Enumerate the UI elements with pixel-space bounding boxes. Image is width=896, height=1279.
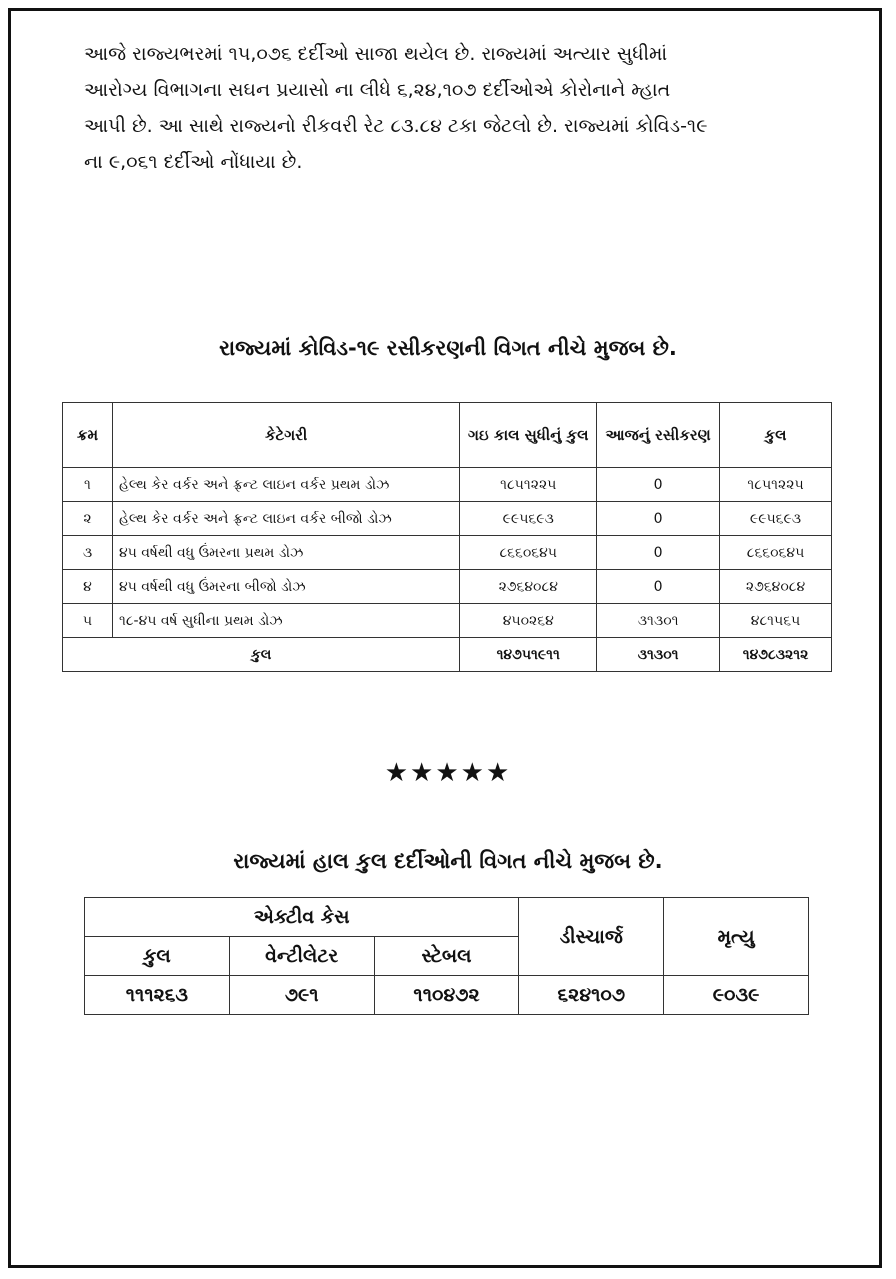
header-today: આજનું રસીકરણ bbox=[597, 403, 720, 468]
cell-today: ૩૧૩૦૧ bbox=[597, 604, 720, 638]
table-header-row bbox=[63, 403, 832, 468]
cell-total: ૯૯૫૬૯૩ bbox=[720, 502, 832, 536]
table-row bbox=[63, 536, 832, 570]
cell-serial: ૩ bbox=[63, 536, 113, 570]
cell-till-yesterday: ૯૯૫૬૯૩ bbox=[460, 502, 597, 536]
cell-total: ૧૪૭૮૩૨૧૨ bbox=[720, 638, 832, 672]
cell-death: ૯૦૩૯ bbox=[664, 976, 809, 1015]
cell-till-yesterday: ૧૮૫૧૨૨૫ bbox=[460, 468, 597, 502]
intro-paragraph bbox=[84, 36, 824, 180]
cell-serial: ૫ bbox=[63, 604, 113, 638]
cell-till-yesterday: ૧૪૭૫૧૯૧૧ bbox=[460, 638, 597, 672]
header-active-cases: એક્ટીવ કેસ bbox=[85, 898, 519, 937]
cell-category: હેલ્થ કેર વર્કર અને ફ્રન્ટ લાઇન વર્કર પ્રથમ ડોઝ bbox=[112, 468, 459, 502]
patients-heading: રાજ્યમાં હાલ કુલ દર્દીઓની વિગત નીચે મુજબ છે. bbox=[233, 849, 663, 873]
table-row bbox=[63, 570, 832, 604]
cell-serial: ૨ bbox=[63, 502, 113, 536]
cell-today: 0 bbox=[597, 536, 720, 570]
cell-total: ૨૭૬૪૦૮૪ bbox=[720, 570, 832, 604]
table-header-row bbox=[85, 898, 809, 937]
intro-line: આજે રાજ્યભરમાં ૧૫,૦૭૬ દર્દીઓ સાજા થયેલ છે. રાજ્યમાં અત્યાર સુધીમાં bbox=[84, 43, 668, 65]
cell-category: ૧૮-૪૫ વર્ષ સુધીના પ્રથમ ડોઝ bbox=[112, 604, 459, 638]
intro-line: ના ૯,૦૬૧ દર્દીઓ નોંધાયા છે. bbox=[84, 151, 303, 173]
cell-till-yesterday: ૨૭૬૪૦૮૪ bbox=[460, 570, 597, 604]
cell-today: 0 bbox=[597, 502, 720, 536]
cell-category: હેલ્થ કેર વર્કર અને ફ્રન્ટ લાઇન વર્કર બીજો ડોઝ bbox=[112, 502, 459, 536]
patients-table bbox=[84, 897, 809, 1015]
cell-till-yesterday: ૪૫૦૨૬૪ bbox=[460, 604, 597, 638]
header-serial: ક્રમ bbox=[63, 403, 113, 468]
header-total: કુલ bbox=[85, 937, 230, 976]
header-discharge: ડીસ્ચાર્જ bbox=[519, 898, 664, 976]
intro-line: આપી છે. આ સાથે રાજ્યનો રીકવરી રેટ ૮૩.૮૪ ટકા જેટલો છે. રાજ્યમાં કોવિડ-૧૯ bbox=[84, 115, 708, 137]
cell-stable: ૧૧૦૪૭૨ bbox=[374, 976, 519, 1015]
cell-today: ૩૧૩૦૧ bbox=[597, 638, 720, 672]
table-total-row bbox=[63, 638, 832, 672]
table-row bbox=[85, 976, 809, 1015]
cell-today: 0 bbox=[597, 468, 720, 502]
cell-total: ૧૧૧૨૬૩ bbox=[85, 976, 230, 1015]
header-ventilator: વેન્ટીલેટર bbox=[229, 937, 374, 976]
header-total: કુલ bbox=[720, 403, 832, 468]
cell-till-yesterday: ૮૬૬૦૬૪૫ bbox=[460, 536, 597, 570]
cell-serial: ૧ bbox=[63, 468, 113, 502]
header-stable: સ્ટેબલ bbox=[374, 937, 519, 976]
separator-stars: ★★★★★ bbox=[384, 758, 512, 788]
vaccination-heading: રાજ્યમાં કોવિડ-૧૯ રસીકરણની વિગત નીચે મુજબ છે. bbox=[219, 336, 677, 360]
cell-category: ૪૫ વર્ષથી વધુ ઉંમરના બીજો ડોઝ bbox=[112, 570, 459, 604]
cell-discharge: ૬૨૪૧૦૭ bbox=[519, 976, 664, 1015]
table-row bbox=[63, 502, 832, 536]
cell-ventilator: ૭૯૧ bbox=[229, 976, 374, 1015]
header-death: મૃત્યુ bbox=[664, 898, 809, 976]
table-row bbox=[63, 604, 832, 638]
cell-serial: ૪ bbox=[63, 570, 113, 604]
vaccination-table bbox=[62, 402, 832, 672]
cell-total: ૪૮૧૫૬૫ bbox=[720, 604, 832, 638]
table-row bbox=[63, 468, 832, 502]
cell-total: ૮૬૬૦૬૪૫ bbox=[720, 536, 832, 570]
cell-total: ૧૮૫૧૨૨૫ bbox=[720, 468, 832, 502]
cell-today: 0 bbox=[597, 570, 720, 604]
intro-line: આરોગ્ય વિભાગના સઘન પ્રયાસો ના લીધે ૬,૨૪,૧૦૭ દર્દીઓએ કોરોનાને મ્હાત bbox=[84, 79, 671, 101]
header-category: કેટેગરી bbox=[112, 403, 459, 468]
header-till-yesterday: ગઇ કાલ સુધીનું કુલ bbox=[460, 403, 597, 468]
cell-category: ૪૫ વર્ષથી વધુ ઉંમરના પ્રથમ ડોઝ bbox=[112, 536, 459, 570]
cell-total-label: કુલ bbox=[63, 638, 460, 672]
